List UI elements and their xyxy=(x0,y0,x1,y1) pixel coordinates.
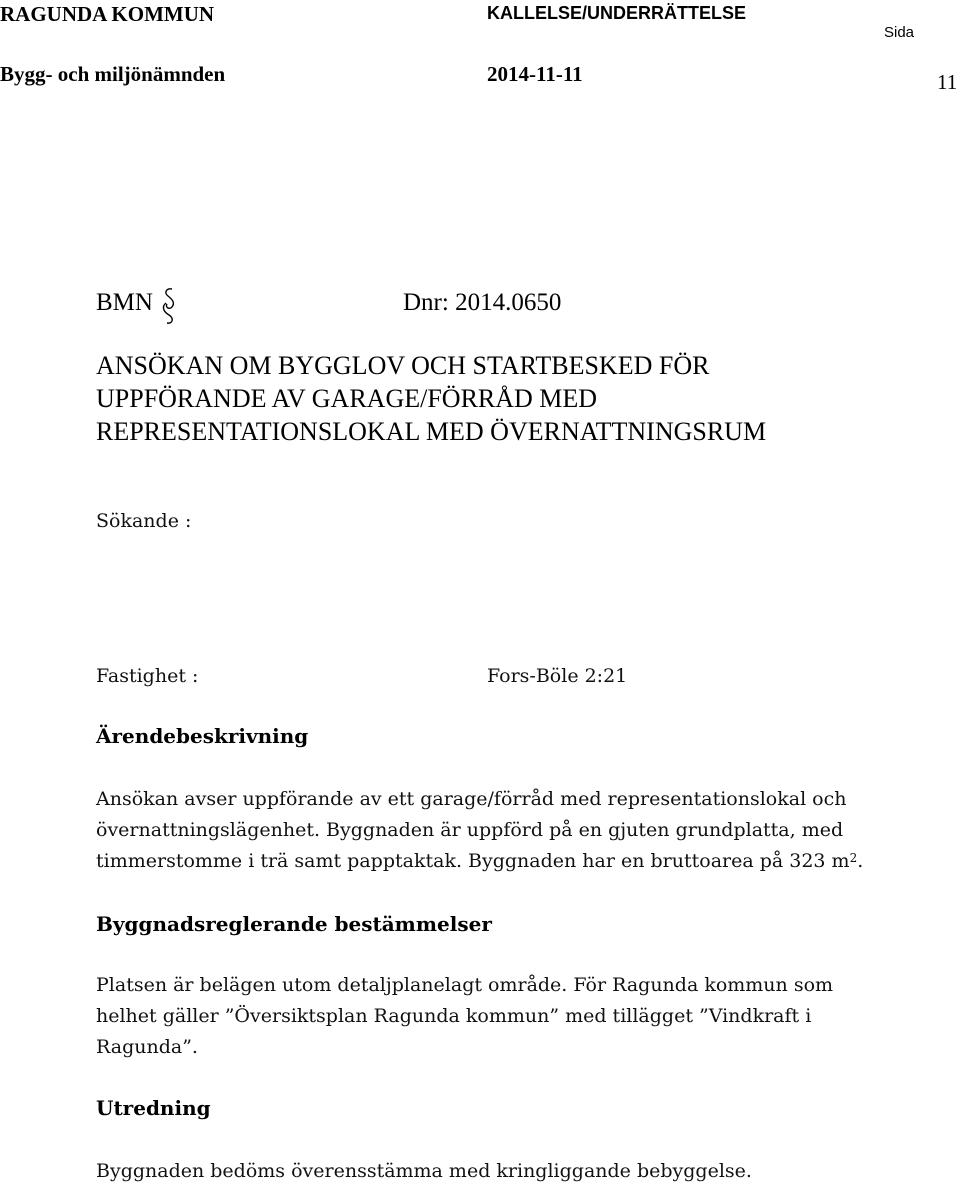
property-value: Fors-Böle 2:21 xyxy=(487,665,628,687)
description-line xyxy=(96,846,863,877)
description-line-text: timmerstomme i trä samt papptaktak. Byggnaden har en bruttoarea på 323 m xyxy=(96,850,850,872)
investigation-line: Byggnaden bedöms överensstämma med kringliggande bebyggelse. xyxy=(96,1160,752,1182)
case-number: Dnr: 2014.0650 xyxy=(403,289,562,316)
case-title-line: REPRESENTATIONSLOKAL MED ÖVERNATTNINGSRUM xyxy=(96,417,767,446)
page-label: Sida xyxy=(884,24,915,41)
description-heading: Ärendebeskrivning xyxy=(96,724,309,748)
regulations-line: helhet gäller ”Översiktsplan Ragunda kommun” med tillägget ”Vindkraft i xyxy=(96,1005,812,1027)
property-label: Fastighet : xyxy=(96,665,199,687)
investigation-heading: Utredning xyxy=(96,1096,211,1120)
area-unit-superscript: 2 xyxy=(849,851,858,865)
description-line: övernattningslägenhet. Byggnaden är uppförd på en gjuten grundplatta, med xyxy=(96,819,844,841)
regulations-line: Platsen är belägen utom detaljplanelagt område. För Ragunda kommun som xyxy=(96,974,834,996)
applicant-label: Sökande : xyxy=(96,510,192,532)
regulations-text xyxy=(96,970,833,1063)
document-type: KALLELSE/UNDERRÄTTELSE xyxy=(487,3,747,23)
meeting-date: 2014-11-11 xyxy=(487,62,583,86)
case-title-line: UPPFÖRANDE AV GARAGE/FÖRRÅD MED xyxy=(96,384,598,413)
case-title xyxy=(96,349,766,448)
regulations-line: Ragunda”. xyxy=(96,1036,198,1058)
page-number: 11 xyxy=(937,70,958,94)
description-line: Ansökan avser uppförande av ett garage/förråd med representationslokal och xyxy=(96,788,847,810)
section-symbol-icon xyxy=(160,286,178,331)
organization-name: RAGUNDA KOMMUN xyxy=(0,2,215,26)
description-text xyxy=(96,784,863,877)
committee-name: Bygg- och miljönämnden xyxy=(0,62,226,86)
investigation-text xyxy=(96,1156,752,1187)
description-line-end: . xyxy=(857,850,864,872)
committee-abbreviation: BMN xyxy=(96,289,153,316)
case-title-line: ANSÖKAN OM BYGGLOV OCH STARTBESKED FÖR xyxy=(96,351,710,380)
regulations-heading: Byggnadsreglerande bestämmelser xyxy=(96,912,492,936)
